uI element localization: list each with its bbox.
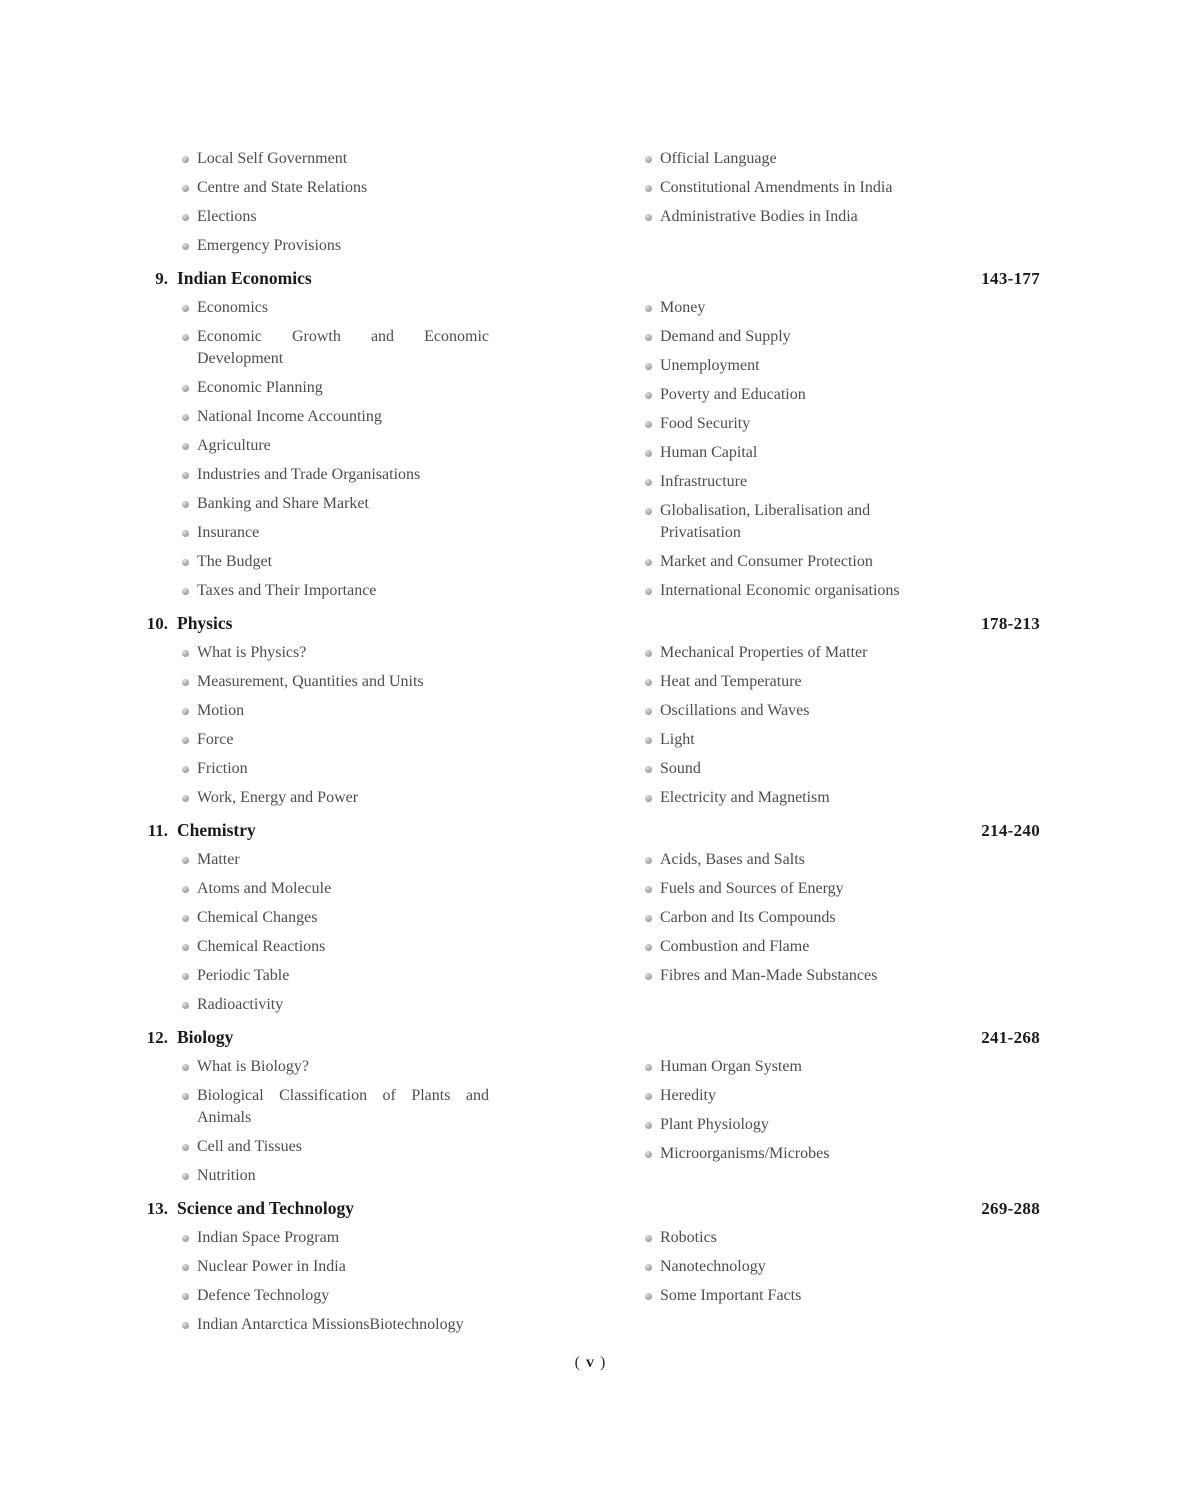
item-text: Periodic Table — [197, 967, 290, 984]
bullet-icon — [182, 708, 189, 715]
item-text: Nutrition — [197, 1167, 256, 1184]
bullet-icon — [182, 334, 189, 341]
toc-item — [645, 878, 945, 900]
bullet-icon — [182, 559, 189, 566]
item-text: Demand and Supply — [660, 328, 791, 345]
toc-section — [140, 1197, 1040, 1343]
item-text: Insurance — [197, 524, 260, 541]
section-columns — [140, 642, 1040, 816]
item-text: Industries and Trade Organisations — [197, 466, 421, 483]
toc-item — [645, 1085, 945, 1107]
bullet-icon — [182, 443, 189, 450]
item-text: The Budget — [197, 553, 273, 570]
item-text: Fibres and Man-Made Substances — [660, 967, 878, 984]
bullet-icon — [645, 185, 652, 192]
bullet-icon — [645, 944, 652, 951]
bullet-icon — [182, 944, 189, 951]
toc-item — [140, 522, 489, 544]
item-text: Sound — [660, 760, 701, 777]
toc-item — [645, 326, 945, 348]
item-text: Matter — [197, 851, 240, 868]
item-text: Atoms and Molecule — [197, 880, 332, 897]
bullet-icon — [182, 214, 189, 221]
bullet-icon — [182, 650, 189, 657]
bullet-icon — [645, 886, 652, 893]
left-column — [140, 1227, 489, 1343]
item-text: Cell and Tissues — [197, 1138, 302, 1155]
item-text: Emergency Provisions — [197, 237, 342, 254]
toc-item — [645, 671, 945, 693]
item-text: Combustion and Flame — [660, 938, 810, 955]
item-text: Biological Classification of Plants and Animals — [197, 1087, 489, 1126]
item-text: Friction — [197, 760, 248, 777]
section-title: Science and Technology — [177, 1198, 354, 1218]
section-heading — [140, 1197, 1040, 1220]
toc-item — [140, 671, 489, 693]
toc-item — [645, 500, 945, 544]
left-column — [140, 849, 489, 1023]
item-text: Unemployment — [660, 357, 760, 374]
bullet-icon — [645, 1064, 652, 1071]
toc-item — [645, 1285, 945, 1307]
toc-item — [645, 206, 945, 228]
left-column — [140, 642, 489, 816]
item-text: Heat and Temperature — [660, 673, 802, 690]
bullet-icon — [645, 973, 652, 980]
toc-item — [140, 206, 489, 228]
toc-item — [140, 1285, 489, 1307]
toc-item — [140, 1056, 489, 1078]
section-pages: 269-288 — [981, 1199, 1040, 1218]
section-pages: 143-177 — [981, 269, 1040, 288]
item-text: Human Capital — [660, 444, 758, 461]
item-text: Plant Physiology — [660, 1116, 769, 1133]
bullet-icon — [182, 1093, 189, 1100]
bullet-icon — [645, 508, 652, 515]
item-text: Money — [660, 299, 706, 316]
toc-item — [645, 297, 945, 319]
toc-item — [645, 580, 945, 602]
toc-item — [645, 907, 945, 929]
left-column — [140, 297, 489, 609]
bullet-icon — [645, 650, 652, 657]
bullet-icon — [182, 1322, 189, 1329]
item-text: Carbon and Its Compounds — [660, 909, 836, 926]
item-text: Market and Consumer Protection — [660, 553, 873, 570]
toc-item — [645, 1256, 945, 1278]
section-pages: 178-213 — [981, 614, 1040, 633]
bullet-icon — [645, 857, 652, 864]
bullet-icon — [182, 679, 189, 686]
toc-item — [140, 907, 489, 929]
bullet-icon — [182, 305, 189, 312]
toc-item — [140, 406, 489, 428]
toc-section — [140, 1026, 1040, 1194]
toc-item — [140, 1165, 489, 1187]
item-text: Economics — [197, 299, 269, 316]
section-columns — [140, 849, 1040, 1023]
item-text: Some Important Facts — [660, 1287, 802, 1304]
item-text: Defence Technology — [197, 1287, 330, 1304]
toc-item — [140, 493, 489, 515]
toc-item — [140, 326, 489, 370]
toc-item — [645, 1114, 945, 1136]
bullet-icon — [182, 915, 189, 922]
section-columns — [140, 297, 1040, 609]
bullet-icon — [645, 334, 652, 341]
footer-paren-open: ( — [574, 1354, 580, 1371]
item-text: Heredity — [660, 1087, 716, 1104]
section-number: 11. — [147, 821, 168, 840]
toc-item — [140, 642, 489, 664]
item-text: What is Physics? — [197, 644, 307, 661]
bullet-icon — [645, 559, 652, 566]
bullet-icon — [182, 737, 189, 744]
toc-item — [140, 148, 489, 170]
bullet-icon — [182, 1002, 189, 1009]
bullet-icon — [182, 414, 189, 421]
toc-item — [140, 1314, 489, 1336]
section-pages: 241-268 — [981, 1028, 1040, 1047]
toc-item — [645, 413, 945, 435]
item-text: Measurement, Quantities and Units — [197, 673, 424, 690]
item-text: Economic Planning — [197, 379, 323, 396]
bullet-icon — [645, 708, 652, 715]
right-column — [645, 297, 945, 609]
section-columns — [140, 1056, 1040, 1194]
toc-item — [645, 471, 945, 493]
item-text: Electricity and Magnetism — [660, 789, 830, 806]
right-column — [645, 849, 945, 994]
toc-item — [645, 1143, 945, 1165]
bullet-icon — [645, 737, 652, 744]
item-text: Motion — [197, 702, 245, 719]
bullet-icon — [182, 501, 189, 508]
toc-item — [645, 642, 945, 664]
bullet-icon — [645, 1151, 652, 1158]
left-column — [140, 1056, 489, 1194]
bullet-icon — [645, 392, 652, 399]
item-text: Microorganisms/Microbes — [660, 1145, 830, 1162]
right-column — [645, 148, 945, 235]
bullet-icon — [182, 243, 189, 250]
bullet-icon — [182, 766, 189, 773]
item-text: National Income Accounting — [197, 408, 382, 425]
bullet-icon — [182, 1144, 189, 1151]
item-text: Acids, Bases and Salts — [660, 851, 805, 868]
right-column — [645, 642, 945, 816]
bullet-icon — [182, 472, 189, 479]
item-text: Banking and Share Market — [197, 495, 369, 512]
item-text: Nanotechnology — [660, 1258, 766, 1275]
section-number: 10. — [146, 614, 168, 633]
item-text: Economic Growth and Economic Development — [197, 328, 489, 367]
item-text: Globalisation, Liberalisation and Privatisation — [660, 502, 871, 541]
toc-item — [645, 551, 945, 573]
footer-paren-close: ) — [600, 1354, 606, 1371]
bullet-icon — [645, 1235, 652, 1242]
bullet-icon — [645, 156, 652, 163]
bullet-icon — [182, 385, 189, 392]
toc-item — [140, 1256, 489, 1278]
section-heading — [140, 267, 1040, 290]
toc-item — [140, 758, 489, 780]
toc-item — [140, 936, 489, 958]
toc-item — [645, 177, 945, 199]
item-text: Nuclear Power in India — [197, 1258, 346, 1275]
item-text: Poverty and Education — [660, 386, 806, 403]
item-text: Taxes and Their Importance — [197, 582, 377, 599]
toc-item — [645, 1227, 945, 1249]
toc-item — [140, 729, 489, 751]
item-text: Human Organ System — [660, 1058, 802, 1075]
toc-section — [140, 148, 1040, 264]
toc-item — [140, 700, 489, 722]
bullet-icon — [182, 156, 189, 163]
item-text: Light — [660, 731, 695, 748]
item-text: Food Security — [660, 415, 751, 432]
bullet-icon — [182, 185, 189, 192]
bullet-icon — [182, 1293, 189, 1300]
page-footer — [140, 1352, 1040, 1374]
item-text: Chemical Changes — [197, 909, 318, 926]
item-text: Robotics — [660, 1229, 717, 1246]
item-text: What is Biology? — [197, 1058, 309, 1075]
item-text: Constitutional Amendments in India — [660, 179, 893, 196]
toc-item — [140, 464, 489, 486]
item-text: Fuels and Sources of Energy — [660, 880, 844, 897]
toc-section — [140, 612, 1040, 816]
toc-content — [140, 148, 1040, 1374]
toc-item — [645, 442, 945, 464]
bullet-icon — [182, 1173, 189, 1180]
section-heading — [140, 612, 1040, 635]
toc-item — [140, 377, 489, 399]
bullet-icon — [182, 886, 189, 893]
toc-item — [140, 1085, 489, 1129]
toc-item — [140, 435, 489, 457]
toc-item — [140, 235, 489, 257]
bullet-icon — [645, 479, 652, 486]
bullet-icon — [645, 421, 652, 428]
section-number: 12. — [146, 1028, 168, 1047]
toc-item — [140, 297, 489, 319]
item-text: Mechanical Properties of Matter — [660, 644, 868, 661]
bullet-icon — [182, 530, 189, 537]
toc-item — [645, 758, 945, 780]
toc-item — [645, 936, 945, 958]
toc-item — [140, 787, 489, 809]
bullet-icon — [182, 1264, 189, 1271]
toc-item — [140, 1227, 489, 1249]
section-heading — [140, 1026, 1040, 1049]
toc-item — [645, 384, 945, 406]
item-text: Centre and State Relations — [197, 179, 368, 196]
right-column — [645, 1227, 945, 1314]
bullet-icon — [645, 305, 652, 312]
item-text: Force — [197, 731, 234, 748]
bullet-icon — [182, 1064, 189, 1071]
section-columns — [140, 148, 1040, 264]
toc-item — [140, 965, 489, 987]
bullet-icon — [645, 679, 652, 686]
item-text: Agriculture — [197, 437, 271, 454]
bullet-icon — [645, 588, 652, 595]
bullet-icon — [645, 795, 652, 802]
toc-item — [140, 177, 489, 199]
toc-item — [645, 787, 945, 809]
bullet-icon — [645, 363, 652, 370]
toc-item — [140, 849, 489, 871]
section-title: Indian Economics — [177, 268, 312, 288]
toc-item — [140, 994, 489, 1016]
toc-item — [140, 1136, 489, 1158]
toc-item — [140, 551, 489, 573]
section-title: Biology — [177, 1027, 234, 1047]
bullet-icon — [645, 1122, 652, 1129]
item-text: Work, Energy and Power — [197, 789, 359, 806]
section-number: 9. — [155, 269, 168, 288]
item-text: Elections — [197, 208, 257, 225]
toc-item — [645, 355, 945, 377]
toc-item — [645, 965, 945, 987]
item-text: Indian Antarctica MissionsBiotechnology — [197, 1316, 464, 1333]
toc-item — [140, 878, 489, 900]
bullet-icon — [182, 1235, 189, 1242]
bullet-icon — [645, 915, 652, 922]
bullet-icon — [645, 1264, 652, 1271]
toc-item — [645, 1056, 945, 1078]
item-text: Indian Space Program — [197, 1229, 340, 1246]
bullet-icon — [182, 588, 189, 595]
item-text: Radioactivity — [197, 996, 284, 1013]
bullet-icon — [182, 795, 189, 802]
toc-item — [645, 729, 945, 751]
bullet-icon — [645, 766, 652, 773]
item-text: Oscillations and Waves — [660, 702, 810, 719]
bullet-icon — [645, 1293, 652, 1300]
section-columns — [140, 1227, 1040, 1343]
item-text: Local Self Government — [197, 150, 348, 167]
right-column — [645, 1056, 945, 1172]
section-number: 13. — [146, 1199, 168, 1218]
left-column — [140, 148, 489, 264]
toc-section — [140, 267, 1040, 609]
toc-item — [645, 700, 945, 722]
item-text: Administrative Bodies in India — [660, 208, 858, 225]
bullet-icon — [645, 450, 652, 457]
section-title: Chemistry — [177, 820, 256, 840]
toc-item — [645, 148, 945, 170]
section-pages: 214-240 — [981, 821, 1040, 840]
item-text: Infrastructure — [660, 473, 748, 490]
bullet-icon — [182, 973, 189, 980]
toc-item — [645, 849, 945, 871]
item-text: Chemical Reactions — [197, 938, 326, 955]
toc-section — [140, 819, 1040, 1023]
section-title: Physics — [177, 613, 233, 633]
bullet-icon — [645, 1093, 652, 1100]
bullet-icon — [182, 857, 189, 864]
section-heading — [140, 819, 1040, 842]
footer-page-roman: v — [586, 1354, 594, 1371]
bullet-icon — [645, 214, 652, 221]
toc-item — [140, 580, 489, 602]
item-text: Official Language — [660, 150, 777, 167]
item-text: International Economic organisations — [660, 582, 900, 599]
